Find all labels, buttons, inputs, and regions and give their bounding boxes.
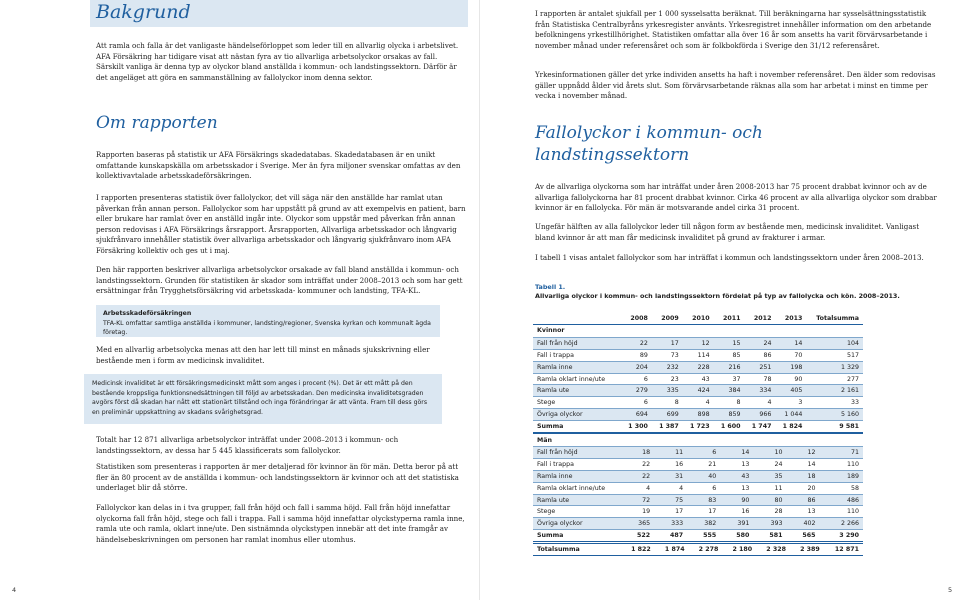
table-cell: 6 (621, 397, 652, 409)
table-cell: 24 (745, 337, 776, 349)
table-cell: 384 (714, 385, 745, 397)
table-cell: 20 (786, 482, 819, 494)
table-cell: 4 (654, 482, 687, 494)
info-box-title: Arbetsskadeförsäkringen (103, 310, 192, 317)
table-cell: 1 723 (683, 421, 714, 433)
table-cell: 1 874 (655, 544, 689, 556)
table-cell: 19 (621, 506, 654, 518)
table-cell: 522 (621, 530, 654, 542)
table-cell: 6 (687, 482, 720, 494)
col-header: Totalsumma (806, 313, 863, 324)
table-cell: 391 (720, 518, 753, 530)
statistik-text: Statistiken som presenteras i rapporten är mer detaljerad för kvinnor än för män. Detta beror på att fler än 80 procent av de anställda i kommun- och landstingssektorn är kvinnor och att det statistiska underlaget blir då större. (96, 462, 459, 493)
table-row (533, 385, 863, 397)
table-cell: 565 (786, 530, 819, 542)
row-label: Ramla ute (533, 385, 621, 397)
table-cell: 110 (820, 506, 863, 518)
table-cell: 216 (714, 361, 745, 373)
allvarlig-definition-text: Med en allvarlig arbetsolycka menas att den har lett till minst en månads sjukskrivning eller bestående men i form av medicinsk invaliditet. (96, 345, 430, 365)
table-cell: 12 871 (824, 544, 863, 556)
table-cell: 859 (714, 409, 745, 421)
table-man (533, 432, 863, 542)
row-label: Ramla inne (533, 470, 621, 482)
table-total-row (533, 544, 863, 556)
fallgrupper-text: Fallolyckor kan delas in i tva grupper, fall från höjd och fall i samma höjd. Fall från höjd innefattar olyckorna fall från höjd, stege och fall i trappa. Fall i samma höjd innefattar olyckstyperna ramla inne, ramla ute och ramla, oklart inne/ute. Den sistnämnda olyckstypen innebär att det inte framgår av händelsebeskrivningen om personen har ramlat inomhus eller utomhus. (96, 503, 465, 544)
row-label: Ramla inne (533, 361, 621, 373)
table-cell: 17 (654, 506, 687, 518)
table-cell: 22 (621, 458, 654, 470)
table-corner (533, 313, 621, 324)
col-header: 2011 (714, 313, 745, 324)
table-cell: 78 (745, 373, 776, 385)
table-cell: 37 (714, 373, 745, 385)
page-number-left: 4 (12, 586, 17, 594)
om-text-1: Rapporten baseras på statistik ur AFA Försäkrings skadedatabas. Skadedatabasen är en unikt omfattande kunskapskälla om arbetsskador i Sverige. Mer än fyra miljoner svenskar omfattas av den kollektivavtalade arbetsskadeförsäkringen. (96, 150, 461, 181)
table-cell: 85 (714, 349, 745, 361)
table-cell: 334 (745, 385, 776, 397)
table-cell: 8 (652, 397, 683, 409)
table-cell: 86 (745, 349, 776, 361)
table-cell: 90 (720, 494, 753, 506)
table-cell: 2 180 (722, 544, 756, 556)
row-label: Totalsumma (533, 544, 621, 556)
table-cell: 517 (806, 349, 863, 361)
table-cell: 1 044 (775, 409, 806, 421)
row-label: Fall från höjd (533, 337, 621, 349)
col-header: 2010 (683, 313, 714, 324)
row-label: Ramla ute (533, 494, 621, 506)
table-cell: 24 (753, 458, 786, 470)
table-cell: 10 (753, 447, 786, 459)
table-cell: 5 160 (806, 409, 863, 421)
table-cell: 14 (720, 447, 753, 459)
total-text: Totalt har 12 871 allvarliga arbetsolyckor inträffat under 2008–2013 i kommun- och landstingssektorn, av dessa har 5 445 klassificerats som fallolyckor. (96, 435, 399, 455)
table-cell: 2 328 (756, 544, 790, 556)
table-cell: 1 387 (652, 421, 683, 433)
table-cell: 1 822 (621, 544, 655, 556)
table-cell: 1 747 (745, 421, 776, 433)
table-cell: 6 (621, 373, 652, 385)
table-cell: 3 290 (820, 530, 863, 542)
table-row (533, 397, 863, 409)
table-cell: 43 (683, 373, 714, 385)
col-header: 2008 (621, 313, 652, 324)
heading-bakgrund: Bakgrund (96, 1, 191, 23)
table-cell: 189 (820, 470, 863, 482)
table-cell: 1 329 (806, 361, 863, 373)
table-cell: 18 (786, 470, 819, 482)
table-cell: 58 (820, 482, 863, 494)
table-cell: 90 (775, 373, 806, 385)
row-label: Ramla oklart inne/ute (533, 373, 621, 385)
table-cell: 9 581 (806, 421, 863, 433)
row-label: Övriga olyckor (533, 409, 621, 421)
table-cell: 4 (621, 482, 654, 494)
table-cell: 251 (745, 361, 776, 373)
table-cell: 17 (687, 506, 720, 518)
table-cell: 580 (720, 530, 753, 542)
table-cell: 382 (687, 518, 720, 530)
table-cell: 73 (652, 349, 683, 361)
table-title: Allvarliga olyckor i kommun- och landstingssektorn fördelat på typ av fallolycka och kön. 2008–2013. (535, 292, 900, 300)
fallolyckor-text-1: Av de allvarliga olyckorna som har inträffat under åren 2008-2013 har 75 procent drabbat kvinnor och av de allvarliga fallolyckorna har 81 procent drabbat kvinnor. Cirka 46 procent av alla allvarliga olyckor som drabbar kvinnor är en fallolycka. För män är motsvarande andel cirka 31 procent. (535, 182, 937, 213)
table-cell: 11 (654, 447, 687, 459)
table-cell: 12 (683, 337, 714, 349)
table-cell: 1 300 (621, 421, 652, 433)
table-cell: 35 (753, 470, 786, 482)
row-label: Fall i trappa (533, 458, 621, 470)
table-row (533, 494, 863, 506)
table-cell: 17 (652, 337, 683, 349)
info-box-text: TFA-KL omfattar samtliga anställda i kommuner, landsting/regioner, Svenska kyrkan och kommunalt ägda företag. (103, 319, 431, 336)
table-cell: 71 (820, 447, 863, 459)
table-cell: 13 (720, 458, 753, 470)
table-row (533, 447, 863, 459)
table-cell: 22 (621, 337, 652, 349)
table-cell: 2 161 (806, 385, 863, 397)
table-cell: 12 (786, 447, 819, 459)
table-cell: 110 (820, 458, 863, 470)
group-label-man: Män (533, 433, 863, 447)
row-label: Fall från höjd (533, 447, 621, 459)
table-cell: 104 (806, 337, 863, 349)
table-cell: 72 (621, 494, 654, 506)
row-label: Summa (533, 530, 621, 542)
table-cell: 3 (775, 397, 806, 409)
table-sum-row (533, 530, 863, 542)
table-cell: 15 (714, 337, 745, 349)
table-cell: 405 (775, 385, 806, 397)
info-box-arbetsskadeforsakringen (96, 305, 440, 337)
table-cell: 2 278 (689, 544, 723, 556)
intro-text-2: Yrkesinformationen gäller det yrke individen ansetts ha haft i november referensåret. Den älder som redovisas gäller uppnådd ålder vid årets slut. Som förvärvsarbetande räknas alla som har arbetat i minst en timme per vecka i november månad. (535, 70, 936, 101)
table-cell: 333 (654, 518, 687, 530)
table-cell: 232 (652, 361, 683, 373)
table-cell: 486 (820, 494, 863, 506)
bakgrund-text: Att ramla och falla är det vanligaste händelseförloppet som leder till en allvarlig olycka i arbetslivet. AFA Försäkring har tidigare visat att nästan fyra av tio allvarliga arbetsolyckor orsakas av fall. Särskilt vanliga är denna typ av olyckor bland anställda i kommun- och landstingssektorn. Därför är det angeläget att göra en sammanställning av fallolyckor inom denna sektor. (96, 41, 459, 82)
fallolyckor-text-3: I tabell 1 visas antalet fallolyckor som har inträffat i kommun och landstingssektorn under åren 2008–2013. (535, 253, 924, 262)
table-cell: 13 (720, 482, 753, 494)
table-cell: 40 (687, 470, 720, 482)
table-cell: 487 (654, 530, 687, 542)
row-label: Stege (533, 506, 621, 518)
row-label: Fall i trappa (533, 349, 621, 361)
table-cell: 279 (621, 385, 652, 397)
table-row (533, 349, 863, 361)
table-row (533, 361, 863, 373)
table-cell: 13 (786, 506, 819, 518)
table-cell: 335 (652, 385, 683, 397)
table-cell: 228 (683, 361, 714, 373)
table-cell: 14 (786, 458, 819, 470)
col-header: 2013 (775, 313, 806, 324)
table-cell: 8 (714, 397, 745, 409)
table-cell: 1 600 (714, 421, 745, 433)
om-text-3: Den här rapporten beskriver allvarliga arbetsolyckor orsakade av fall bland anställda i kommun- och landstingssektorn. Grunden för statistiken är skador som inträffat under 2008–2013 och som har gett ersättningar från Trygghetsförsäkring vid arbetsskada- kommuner och landsting, TFA-KL. (96, 265, 463, 296)
page-number-right: 5 (948, 586, 953, 594)
table-cell: 22 (621, 470, 654, 482)
info-box-medicinsk-invaliditet (84, 374, 442, 424)
table-cell: 277 (806, 373, 863, 385)
table-sum-row (533, 421, 863, 433)
table-cell: 43 (720, 470, 753, 482)
table-row (533, 458, 863, 470)
col-header: 2012 (745, 313, 776, 324)
table-cell: 21 (687, 458, 720, 470)
table-kvinnor (533, 313, 863, 433)
table-cell: 1 824 (775, 421, 806, 433)
table-cell: 16 (720, 506, 753, 518)
table-cell: 4 (683, 397, 714, 409)
table-caption (535, 283, 935, 301)
table-cell: 6 (687, 447, 720, 459)
table-cell: 23 (652, 373, 683, 385)
table-cell: 2 389 (790, 544, 824, 556)
table-cell: 365 (621, 518, 654, 530)
heading-fallolyckor: Fallolyckor i kommun- och landstingssektorn (535, 123, 763, 165)
table-cell: 14 (775, 337, 806, 349)
table-cell: 80 (753, 494, 786, 506)
table-cell: 18 (621, 447, 654, 459)
table-cell: 402 (786, 518, 819, 530)
row-label: Summa (533, 421, 621, 433)
table-row (533, 373, 863, 385)
table-cell: 31 (654, 470, 687, 482)
table-cell: 89 (621, 349, 652, 361)
table-row (533, 506, 863, 518)
table-row (533, 482, 863, 494)
table-row (533, 409, 863, 421)
col-header: 2009 (652, 313, 683, 324)
heading-om-rapporten: Om rapporten (96, 113, 218, 133)
table-cell: 4 (745, 397, 776, 409)
table-cell: 898 (683, 409, 714, 421)
om-text-2: I rapporten presenteras statistik över fallolyckor, det vill säga när den anställde har ramlat utan påverkan från annan person. Fallolyckor som har uppstått på grund av att exempelvis en patient, barn eller brukare har ramlat över en anställd ingår inte. Olyckor som uppstår med påverkan från annan person redovisas i AFA Försäkrings årsrapport. Årsrapporten, Allvarliga arbetsskador och långvarig sjukfrånvaro innehåller statistik över allvarliga arbetsskador och långvarig sjukfrånvaro inom AFA Försäkring kollektiv och ges ut i maj. (96, 193, 466, 255)
table-cell: 33 (806, 397, 863, 409)
table-cell: 699 (652, 409, 683, 421)
table-cell: 16 (654, 458, 687, 470)
table-totalsumma (533, 543, 863, 556)
table-cell: 555 (687, 530, 720, 542)
table-row (533, 470, 863, 482)
table-cell: 70 (775, 349, 806, 361)
table-row (533, 518, 863, 530)
group-label-kvinnor: Kvinnor (533, 324, 863, 337)
table-cell: 204 (621, 361, 652, 373)
table-label: Tabell 1. (535, 283, 566, 291)
table-cell: 86 (786, 494, 819, 506)
row-label: Stege (533, 397, 621, 409)
table-cell: 198 (775, 361, 806, 373)
table-cell: 2 266 (820, 518, 863, 530)
table-cell: 83 (687, 494, 720, 506)
table-cell: 424 (683, 385, 714, 397)
info-box-invaliditet-text: Medicinsk invaliditet är ett försäkringsmedicinskt mått som anges i procent (%). Det är ett mått på den bestående kroppsliga funktionsnedsättningen till följd av arbetsskadan. Den medicinska invaliditetsgraden avgörs först då skadan har nått ett stationärt tillstånd och inga förändringar är att vänta. Fram till dess görs en preliminär uppskattning av skadans svårighetsgrad. (92, 380, 428, 416)
table-cell: 75 (654, 494, 687, 506)
row-label: Övriga olyckor (533, 518, 621, 530)
intro-text-1: I rapporten är antalet sjukfall per 1 000 sysselsatta beräknat. Till beräkningarna har sysselsättningsstatistik från Statistiska Centralbyråns yrkesregister använts. Yrkesregistret innehåller information om den arbetande befolkningens yrkestillhörighet. Statistiken omfattar alla över 16 år som ansetts ha varit förvärvsarbetande i november månad under referensåret och som är folkbokförda i Sverige den 31/12 referensåret. (535, 9, 932, 50)
fallolyckor-text-2: Ungefär hälften av alla fallolyckor leder till någon form av bestående men, medicinsk invaliditet. Vanligast bland kvinnor är att man får medicinsk invaliditet på grund av frakturer i armar. (535, 222, 920, 242)
table-cell: 11 (753, 482, 786, 494)
table-cell: 114 (683, 349, 714, 361)
table-cell: 694 (621, 409, 652, 421)
table-cell: 966 (745, 409, 776, 421)
row-label: Ramla oklart inne/ute (533, 482, 621, 494)
table-cell: 28 (753, 506, 786, 518)
table-cell: 393 (753, 518, 786, 530)
table-cell: 581 (753, 530, 786, 542)
table-row (533, 337, 863, 349)
